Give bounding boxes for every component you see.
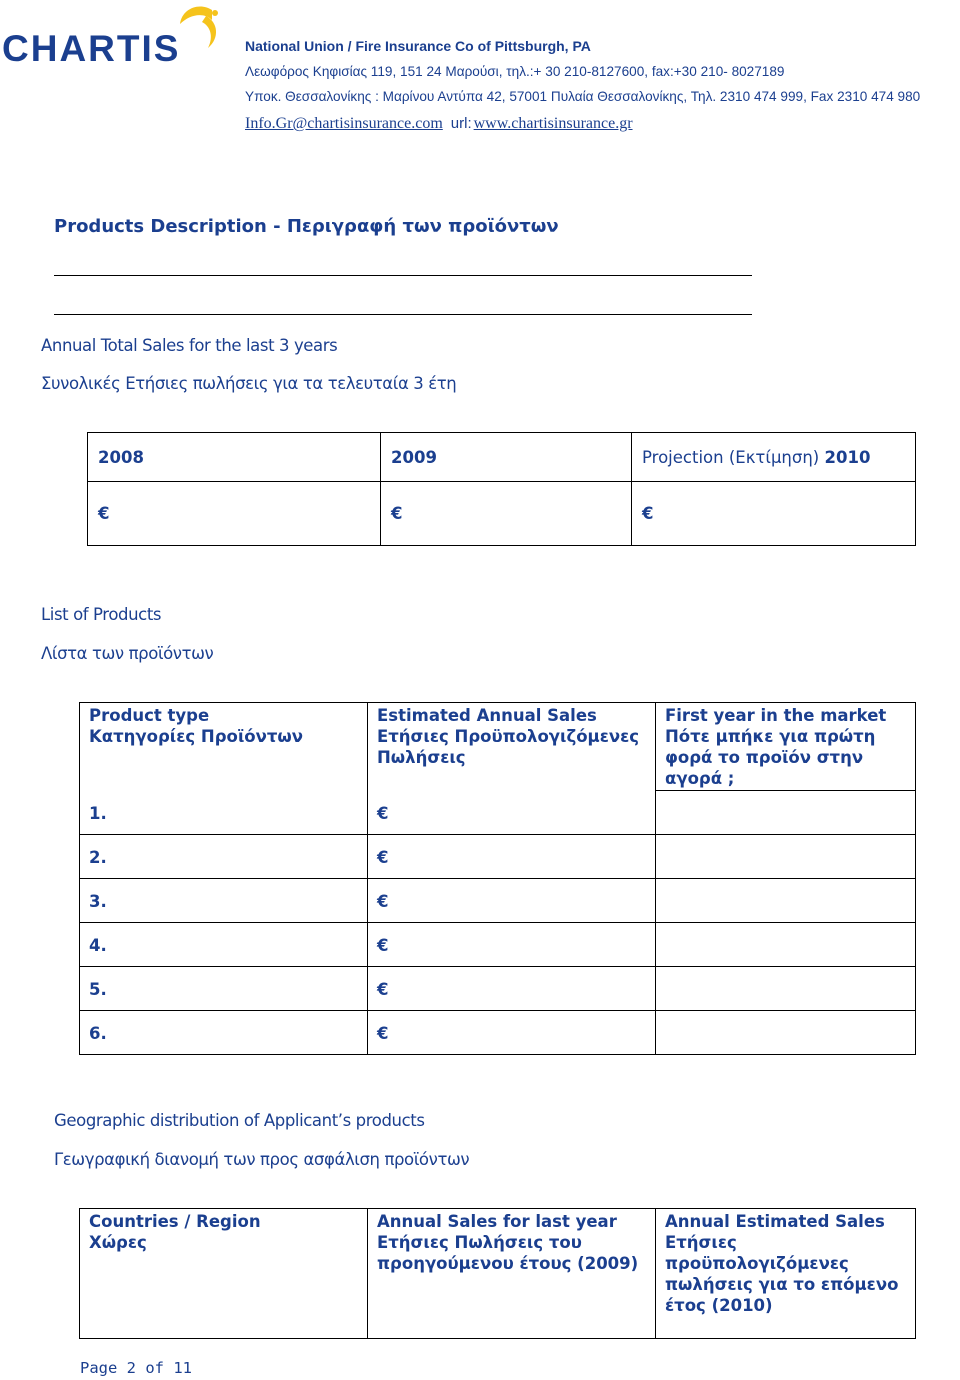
address-thessaloniki: Υποκ. Θεσσαλονίκης : Μαρίνου Αντύπα 42, 57001 Πυλαία Θεσσαλονίκης, Τηλ. 2310 474 999, Fax 2310 474 980 <box>245 89 921 104</box>
euro-symbol: € <box>377 803 389 823</box>
sales-2009-field[interactable] <box>381 482 632 546</box>
sales-label-gr: Συνολικές Ετήσιες πωλήσεις για τα τελευταία 3 έτη <box>41 374 457 393</box>
product-year-1[interactable] <box>656 791 916 835</box>
page-title: Products Description - Περιγραφή των προϊόντων <box>54 216 559 237</box>
products-label-en: List of Products <box>41 605 162 624</box>
first-year-header: First year in the market Πότε μπήκε για πρώτη φορά το προϊόν στην αγορά ; <box>656 703 916 791</box>
last-year-sales-header: Annual Sales for last year Ετήσιες Πωλήσεις του προηγούμενου έτους (2009) <box>368 1209 656 1339</box>
product-row-5[interactable]: 5. <box>80 967 368 1011</box>
product-type-header: Product type Κατηγορίες Προϊόντων <box>80 703 368 791</box>
product-sales-5[interactable] <box>368 967 656 1011</box>
euro-symbol: € <box>377 892 389 911</box>
product-sales-1[interactable] <box>368 791 656 835</box>
address-athens: Λεωφόρος Κηφισίας 119, 151 24 Μαρούσι, τηλ.:+ 30 210-8127600, fax:+30 210- 8027189 <box>245 64 785 79</box>
email-link[interactable]: Info.Gr@chartisinsurance.com <box>245 115 443 132</box>
table-row <box>80 923 916 967</box>
annual-sales-table <box>87 432 916 546</box>
geographic-table <box>79 1208 916 1339</box>
euro-symbol: € <box>377 980 389 999</box>
product-year-6[interactable] <box>656 1011 916 1055</box>
product-sales-3[interactable] <box>368 879 656 923</box>
sales-label-en: Annual Total Sales for the last 3 years <box>41 336 338 355</box>
fill-in-line[interactable] <box>54 275 752 276</box>
geo-label-en: Geographic distribution of Applicant’s products <box>54 1111 425 1130</box>
euro-symbol: € <box>642 504 654 523</box>
sales-2010-field[interactable] <box>632 482 916 546</box>
estimated-sales-header: Estimated Annual Sales Ετήσιες Προϋπολογιζόμενες Πωλήσεις <box>368 703 656 791</box>
table-row <box>80 835 916 879</box>
product-year-2[interactable] <box>656 835 916 879</box>
fill-in-line[interactable] <box>54 314 752 315</box>
page-number: Page 2 of 11 <box>80 1359 192 1377</box>
product-sales-2[interactable] <box>368 835 656 879</box>
product-sales-6[interactable] <box>368 1011 656 1055</box>
contact-links <box>245 115 633 133</box>
table-row <box>80 1011 916 1055</box>
euro-symbol: € <box>98 504 110 523</box>
product-row-1[interactable]: 1. <box>80 791 368 835</box>
euro-symbol: € <box>377 848 389 867</box>
products-label-gr: Λίστα των προϊόντων <box>41 644 214 663</box>
euro-symbol: € <box>377 936 389 955</box>
url-label: url: <box>450 115 472 132</box>
company-name: National Union / Fire Insurance Co of Pittsburgh, PA <box>245 38 591 54</box>
table-row <box>80 967 916 1011</box>
product-year-3[interactable] <box>656 879 916 923</box>
product-row-6[interactable]: 6. <box>80 1011 368 1055</box>
website-link[interactable]: www.chartisinsurance.gr <box>473 115 633 132</box>
euro-symbol: € <box>391 504 403 523</box>
product-row-3[interactable]: 3. <box>80 879 368 923</box>
product-sales-4[interactable] <box>368 923 656 967</box>
table-row <box>80 791 916 835</box>
products-table <box>79 702 916 1055</box>
projection-2010-header: Projection (Εκτίμηση) 2010 <box>632 433 916 482</box>
sales-2008-field[interactable] <box>88 482 381 546</box>
year-2009-header: 2009 <box>381 433 632 482</box>
year-2008-header: 2008 <box>88 433 381 482</box>
countries-header: Countries / Region Χώρες <box>80 1209 368 1339</box>
product-row-2[interactable]: 2. <box>80 835 368 879</box>
product-year-4[interactable] <box>656 923 916 967</box>
euro-symbol: € <box>377 1024 389 1043</box>
estimated-sales-header: Annual Estimated Sales Ετήσιες προϋπολογιζόμενες πωλήσεις για το επόμενο έτος (2010) <box>656 1209 916 1339</box>
geo-label-gr: Γεωγραφική διανομή των προς ασφάλιση προϊόντων <box>54 1150 470 1169</box>
product-row-4[interactable]: 4. <box>80 923 368 967</box>
chartis-logo <box>0 4 235 74</box>
logo-wordmark: CHARTIS <box>2 28 181 69</box>
table-row <box>80 879 916 923</box>
product-year-5[interactable] <box>656 967 916 1011</box>
